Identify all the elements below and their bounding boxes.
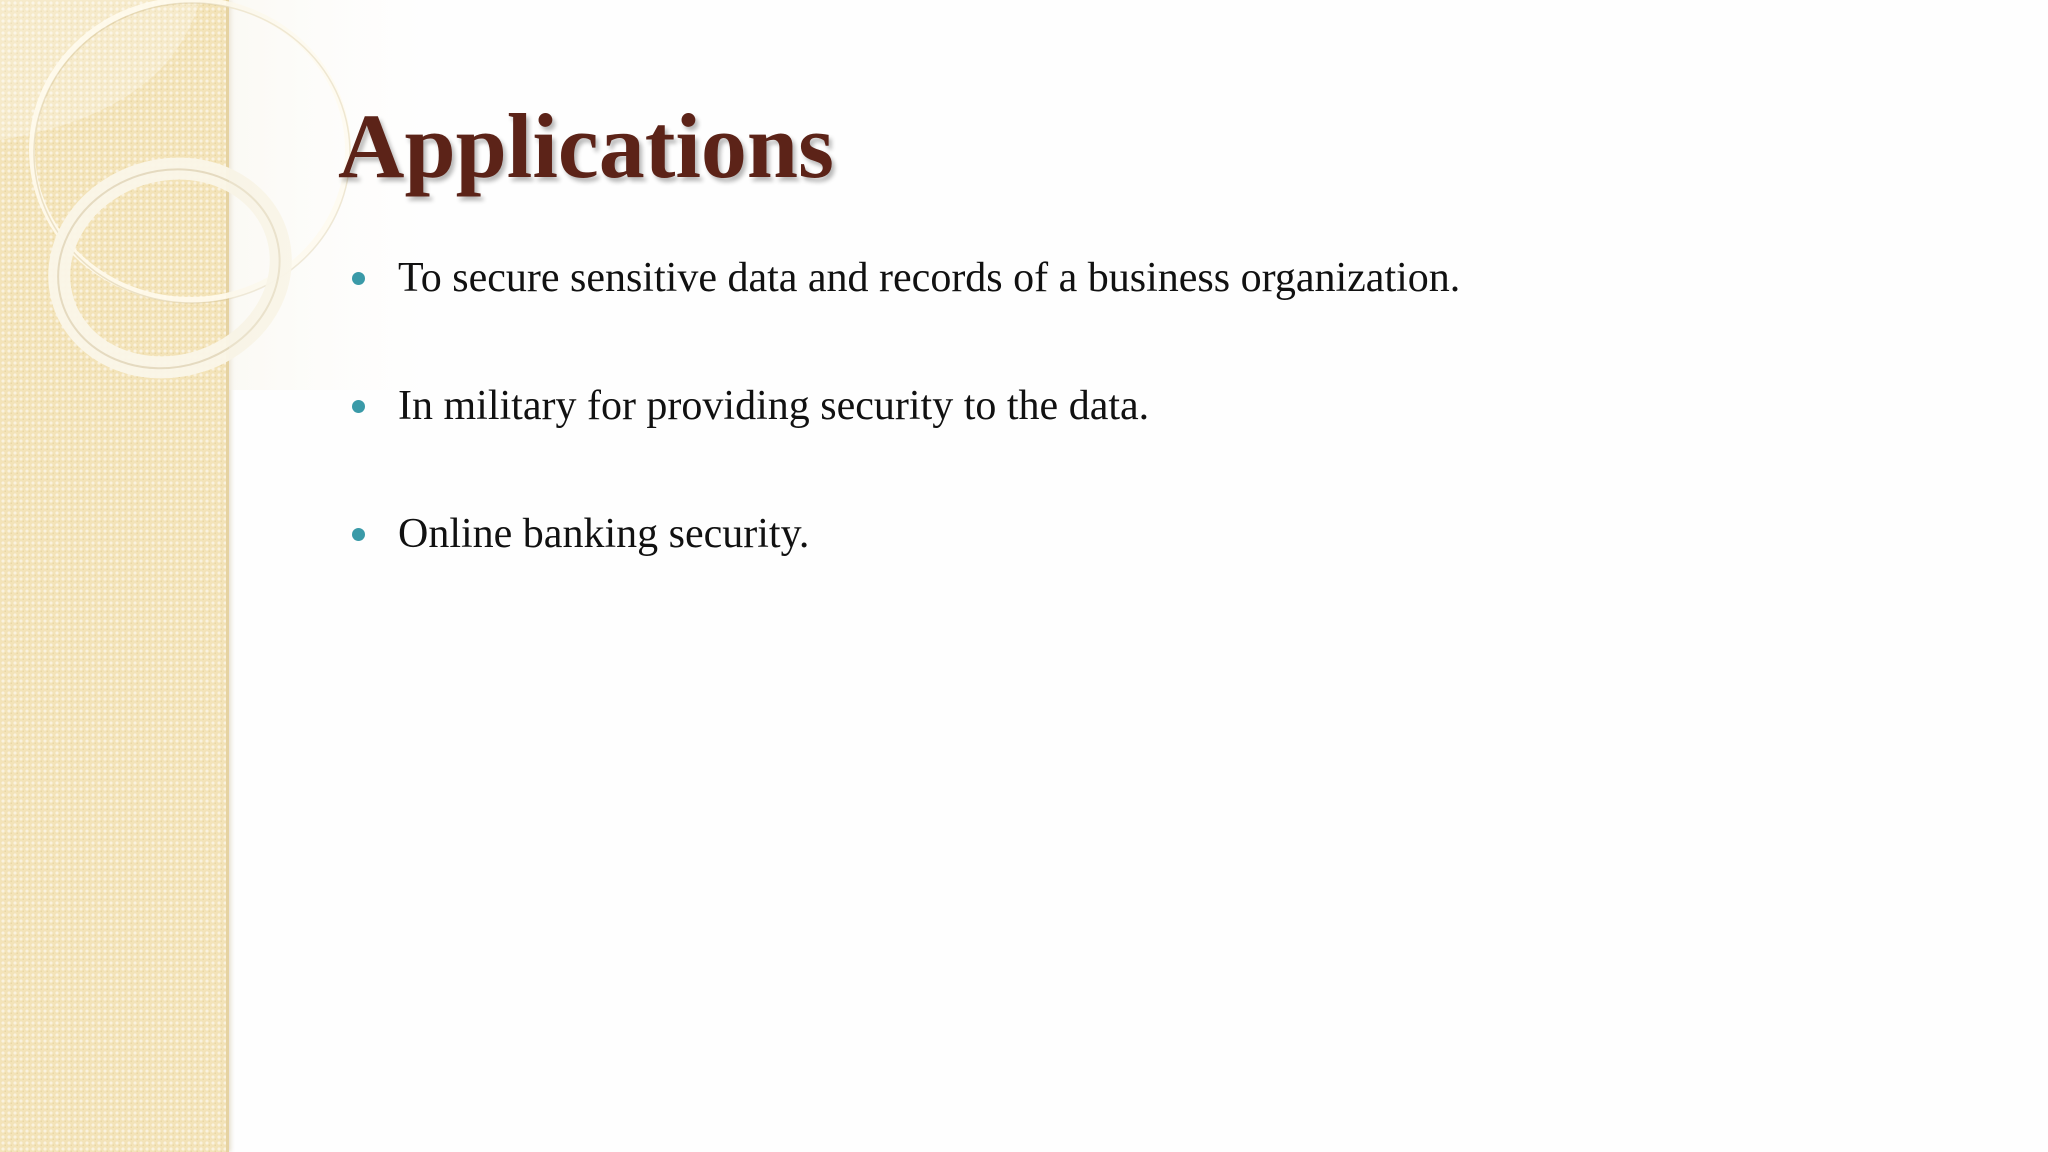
bullet-dot-icon — [352, 528, 365, 541]
bullet-text: Online banking security. — [398, 511, 810, 557]
bullet-text: In military for providing security to the data. — [398, 383, 1150, 429]
bullet-text: To secure sensitive data and records of a business organization. — [398, 255, 1461, 301]
bullet-dot-icon — [352, 272, 365, 285]
slide-title: Applications — [338, 95, 834, 197]
bullet-dot-icon — [352, 400, 365, 413]
